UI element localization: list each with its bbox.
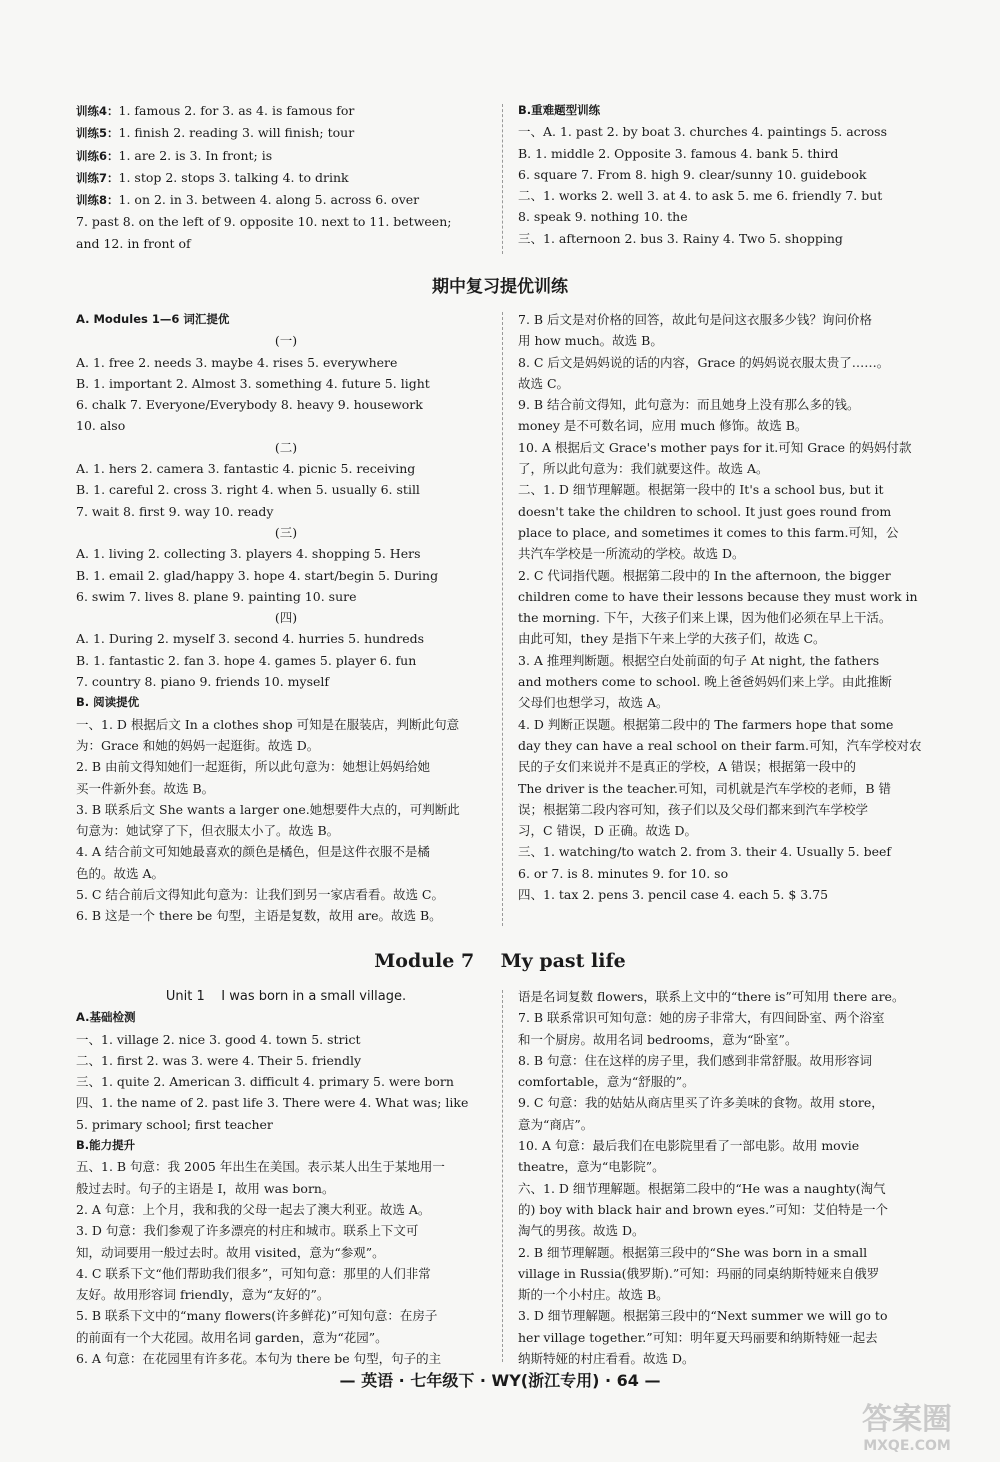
section-heading: B.重难题型训练 <box>518 103 601 117</box>
bottom-left-column: Unit 1 I was born in a small village. A.基础检测 一、1. village 2. nice 3. good 4. town 5. strict 二、1. first 2. was 3. were 4. Their 5. friendly 三、1. quite 2. American 3. difficult 4. primary 5. were born 四、1. the name of 2. past life 3. There were 4. What was; like 5. primary school; first teacher B.能力提升 五、1. B 句意：我 2005 年出生在美国。表示某人出生于某地用一 般过去时。句子的主语是 I，故用 was born。 2. A 句意：上个月，我和我的父母一起去了澳大利亚。故选 A。 3. D 句意：我们参观了许多漂亮的村庄和城市。联系上下文可 知，动词要用一般过去时。故用 visited，意为“参观”。 4. C 联系下文“他们帮助我们很多”，可知句意：那里的人们非常 友好。故用形容词 friendly，意为“友好的”。 5. B 联系下文中的“many flowers(许多鲜花)”可知句意：在房子 的前面有一个大花园。故用名词 garden，意为“花园”。 6. A 句意：在花园里有许多花。本句为 there be 句型，句子的主 <box>76 986 496 1369</box>
column-divider-mid <box>502 312 503 926</box>
column-divider-bottom <box>502 990 503 1362</box>
top-right-column: B.重难题型训练 一、A. 1. past 2. by boat 3. churches 4. paintings 5. across B. 1. middle 2. Opposite 3. famous 4. bank 5. third 6. square 7. From 8. high 9. clear/sunny 10. guidebook 二、1. works 2. well 3. at 4. to ask 5. me 6. friendly 7. but 8. speak 9. nothing 10. the 三、1. afternoon 2. bus 3. Rainy 4. Two 5. shopping <box>518 100 938 249</box>
column-divider-top <box>502 104 503 254</box>
mid-right-column: 7. B 后文是对价格的回答，故此句是问这衣服多少钱？询问价格 用 how much。故选 B。 8. C 后文是妈妈说的话的内容，Grace 的妈妈说衣服太贵了……。 故选 C。 9. B 结合前文得知，此句意为：而且她身上没有那么多的钱。 money 是不可数名词，应用 much 修饰。故选 B。 10. A 根据后文 Grace's mother pays for it.可知 Grace 的妈妈付款 了，所以此句意为：我们就要这件。故选 A。 二、1. D 细节理解题。根据第一段中的 It's a school bus, but it doesn't take the children to school. It just goes round from place to place, and sometimes it comes to this farm.可知，公 共汽车学校是一所流动的学校。故选 D。 2. C 代词指代题。根据第二段中的 In the afternoon, the bigger children come to have their lessons because they must work in the morning. 下午，大孩子们来上课，因为他们必须在早上干活。 由此可知，they 是指下午来上学的大孩子们，故选 C。 3. A 推理判断题。根据空白处前面的句子 At night, the fathers and mothers come to school. 晚上爸爸妈妈们来上学。由此推断 父母们也想学习，故选 A。 4. D 判断正误题。根据第二段中的 The farmers hope that some day they can have a real school on their farm.可知，汽车学校对农 民的子女们来说并不是真正的学校，A 错误；根据第一段中的 The driver is the teacher.可知，司机就是汽车学校的老师，B 错 误；根据第二段内容可知，孩子们以及父母们都来到汽车学校学 习，C 错误，D 正确。故选 D。 三、1. watching/to watch 2. from 3. their 4. Usually 5. beef 6. or 7. is 8. minutes 9. for 10. so 四、1. tax 2. pens 3. pencil case 4. each 5. $ 3.75 <box>518 312 922 903</box>
top-left-column: 训练4：1. famous 2. for 3. as 4. is famous for 训练5：1. finish 2. reading 3. will finish; tour 训练6：1. are 2. is 3. In front; is 训练7：1. stop 2. stops 3. talking 4. to drink 训练8：1. on 2. in 3. between 4. along 5. across 6. over 7. past 8. on the left of 9. opposite 10. next to 11. between; and 12. in front of <box>76 103 452 251</box>
bottom-right-column: 语是名词复数 flowers，联系上文中的“there is”可知用 there are。 7. B 联系常识可知句意：她的房子非常大，有四间卧室、两个浴室 和一个厨房。故用名词 bedrooms，意为“卧室”。 8. B 句意：住在这样的房子里，我们感到非常舒服。故用形容词 comfortable，意为“舒服的”。 9. C 句意：我的姑姑从商店里买了许多美味的食物。故用 store， 意为“商店”。 10. A 句意：最后我们在电影院里看了一部电影。故用 movie theatre，意为“电影院”。 六、1. D 细节理解题。根据第二段中的“He was a naughty(淘气 的) boy with black hair and brown eyes.”可知：艾伯特是一个 淘气的男孩。故选 D。 2. B 细节理解题。根据第三段中的“She was born in a small village in Russia(俄罗斯).”可知：玛丽的同桌纳斯特娅来自俄罗 斯的一个小村庄。故选 B。 3. D 细节理解题。根据第三段中的“Next summer we will go to her village together.”可知：明年夏天玛丽要和纳斯特娅一起去 纳斯特娅的村庄看看。故选 D。 <box>518 989 905 1367</box>
module-title: Module 7 My past life <box>374 950 626 972</box>
mid-left-column: A. Modules 1—6 词汇提优 (一) A. 1. free 2. needs 3. maybe 4. rises 5. everywhere B. 1. important 2. Almost 3. something 4. future 5. light 6. chalk 7. Everyone/Everybody 8. heavy 9. housework 10. also (二) A. 1. hers 2. camera 3. fantastic 4. picnic 5. receiving B. 1. careful 2. cross 3. right 4. when 5. usually 6. still 7. wait 8. first 9. way 10. ready (三) A. 1. living 2. collecting 3. players 4. shopping 5. Hers B. 1. email 2. glad/happy 3. hope 4. start/begin 5. During 6. swim 7. lives 8. plane 9. painting 10. sure (四) A. 1. During 2. myself 3. second 4. hurries 5. hundreds B. 1. fantastic 2. fan 3. hope 4. games 5. player 6. fun 7. country 8. piano 9. friends 10. myself B. 阅读提优 一、1. D 根据后文 In a clothes shop 可知是在服装店，判断此句意 为：Grace 和她的妈妈一起逛街。故选 D。 2. B 由前文得知她们一起逛街，所以此句意为：她想让妈妈给她 买一件新外套。故选 B。 3. B 联系后文 She wants a larger one.她想要件大点的，可判断此 句意为：她试穿了下，但衣服太小了。故选 B。 4. A 结合前文可知她最喜欢的颜色是橘色，但是这件衣服不是橘 色的。故选 A。 5. C 结合前后文得知此句意为：让我们到另一家店看看。故选 C。 6. B 这是一个 there be 句型，主语是复数，故用 are。故选 B。 <box>76 312 460 924</box>
midterm-title: 期中复习提优训练 <box>432 277 568 297</box>
unit-title: Unit 1 I was born in a small village. <box>165 989 407 1004</box>
watermark-logo: 答案圈 MXQE.COM <box>862 1402 952 1454</box>
page-footer: — 英语 · 七年级下 · WY(浙江专用) · 64 — <box>339 1371 661 1390</box>
